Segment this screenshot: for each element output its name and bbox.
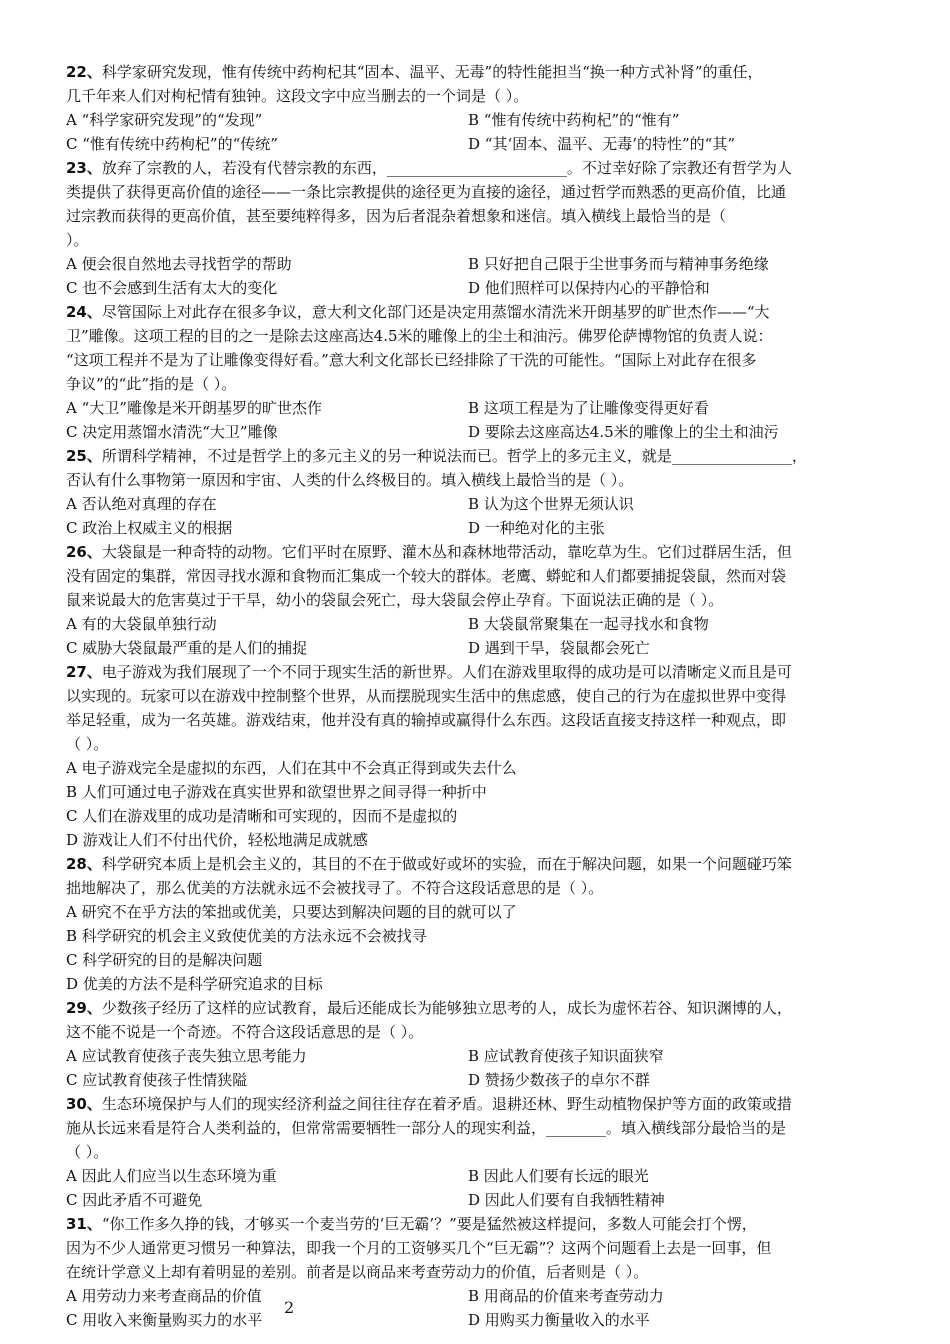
question-block xyxy=(66,660,886,852)
question-number: 22、 xyxy=(66,63,102,81)
question-text: “你工作多久挣的钱，才够买一个麦当劳的‘巨无霸’？”要是猛然被这样提问，多数人可能会打个愣， xyxy=(101,1215,757,1233)
question-text-line xyxy=(66,468,886,492)
question-text: 过宗教而获得的更高价值，甚至要纯粹得多，因为后者混杂着想象和迷信。填入横线上最恰当的是（ xyxy=(66,207,727,225)
answer-option: D 他们照样可以保持内心的平静恰和 xyxy=(468,279,710,297)
question-text-line xyxy=(66,444,886,468)
answer-option: A “大卫”雕像是米开朗基罗的旷世杰作 xyxy=(66,399,322,417)
question-number: 24、 xyxy=(66,303,102,321)
question-text: 以实现的。玩家可以在游戏中控制整个世界，从而摆脱现实生活中的焦虑感，使自己的行为在虚拟世界中变得 xyxy=(66,687,787,705)
question-text: 尽管国际上对此存在很多争议，意大利文化部门还是决定用蒸馏水清洗米开朗基罗的旷世杰作——“大 xyxy=(101,303,770,321)
answer-option: B 这项工程是为了让雕像变得更好看 xyxy=(468,399,709,417)
answer-option: D 因此人们要有自我牺牲精神 xyxy=(468,1191,665,1209)
question-block xyxy=(66,996,886,1092)
question-text-line xyxy=(66,156,886,180)
question-text-line xyxy=(66,660,886,684)
question-text: 所谓科学精神，不过是哲学上的多元主义的另一种说法而已。哲学上的多元主义，就是________________， xyxy=(101,447,807,465)
question-text: 在统计学意义上却有着明显的差别。前者是以商品来考查劳动力的价值，后者则是（ ）。 xyxy=(66,1263,649,1281)
question-text: 电子游戏为我们展现了一个不同于现实生活的新世界。人们在游戏里取得的成功是可以清晰定义而且是可 xyxy=(101,663,792,681)
answer-option: B 应试教育使孩子知识面狭窄 xyxy=(468,1047,664,1065)
question-text-line xyxy=(66,732,886,756)
question-text-line xyxy=(66,876,886,900)
question-text-line xyxy=(66,1140,886,1164)
question-text: 大袋鼠是一种奇特的动物。它们平时在原野、灌木丛和森林地带活动，靠吃草为生。它们过群居生活，但 xyxy=(101,543,792,561)
question-text-line xyxy=(66,684,886,708)
answer-option: D 赞扬少数孩子的卓尔不群 xyxy=(468,1071,650,1089)
question-block xyxy=(66,1212,886,1332)
option-list xyxy=(66,252,886,300)
option-list xyxy=(66,900,886,996)
question-block xyxy=(66,1092,886,1212)
question-text-line xyxy=(66,1116,886,1140)
question-text: 没有固定的集群，常因寻找水源和食物而汇集成一个较大的群体。老鹰、蟒蛇和人们都要捕捉袋鼠，然而对袋 xyxy=(66,567,787,585)
question-text: “这项工程并不是为了让雕像变得好看。”意大利文化部长已经排除了干洗的可能性。“国际上对此存在很多 xyxy=(66,351,757,369)
answer-option: D 一种绝对化的主张 xyxy=(468,519,605,537)
question-block xyxy=(66,60,886,156)
question-text: （ ）。 xyxy=(66,735,109,753)
answer-option: C 也不会感到生活有太大的变化 xyxy=(66,279,278,297)
question-text-line xyxy=(66,324,886,348)
answer-option: B 因此人们要有长远的眼光 xyxy=(468,1167,649,1185)
question-text: 举足轻重，成为一名英雄。游戏结束，他并没有真的输掉或赢得什么东西。这段话直接支持这样一种观点，即 xyxy=(66,711,787,729)
answer-option: B 只好把自己限于尘世事务而与精神事务绝缘 xyxy=(468,255,769,273)
answer-option: A 有的大袋鼠单独行动 xyxy=(66,615,217,633)
question-text-line xyxy=(66,60,886,84)
question-number: 30、 xyxy=(66,1095,102,1113)
question-text-line xyxy=(66,708,886,732)
option-list xyxy=(66,108,886,156)
answer-option: D 游戏让人们不付出代价，轻松地满足成就感 xyxy=(66,831,368,849)
question-text-line xyxy=(66,996,886,1020)
question-text: 否认有什么事物第一原因和宇宙、人类的什么终极目的。填入横线上最恰当的是（ ）。 xyxy=(66,471,634,489)
question-number: 25、 xyxy=(66,447,102,465)
answer-option: C 应试教育使孩子性情狭隘 xyxy=(66,1071,248,1089)
answer-option: C “惟有传统中药枸杞”的“传统” xyxy=(66,135,278,153)
question-text-line xyxy=(66,84,886,108)
question-block xyxy=(66,156,886,300)
option-list xyxy=(66,492,886,540)
question-number: 28、 xyxy=(66,855,102,873)
question-number: 27、 xyxy=(66,663,102,681)
answer-option: C 科学研究的目的是解决问题 xyxy=(66,951,263,969)
question-text: 争议”的“此”指的是（ ）。 xyxy=(66,375,237,393)
answer-option: B 人们可通过电子游戏在真实世界和欲望世界之间寻得一种折中 xyxy=(66,783,487,801)
question-text: 生态环境保护与人们的现实经济利益之间往往存在着矛盾。退耕还林、野生动植物保护等方面的政策或措 xyxy=(101,1095,792,1113)
answer-option: B 科学研究的机会主义致使优美的方法永远不会被找寻 xyxy=(66,927,427,945)
answer-option: A “科学家研究发现”的“发现” xyxy=(66,111,263,129)
answer-option: A 用劳动力来考查商品的价值 xyxy=(66,1287,262,1305)
answer-option: B 用商品的价值来考查劳动力 xyxy=(468,1287,664,1305)
answer-option: C 政治上权威主义的根据 xyxy=(66,519,233,537)
question-text: （ ）。 xyxy=(66,1143,109,1161)
question-text: 这不能不说是一个奇迹。不符合这段话意思的是（ ）。 xyxy=(66,1023,424,1041)
option-list xyxy=(66,396,886,444)
answer-option: A 研究不在乎方法的笨拙或优美，只要达到解决问题的目的就可以了 xyxy=(66,903,517,921)
answer-option: A 否认绝对真理的存在 xyxy=(66,495,217,513)
question-text: 类提供了获得更高价值的途径——一条比宗教提供的途径更为直接的途径，通过哲学而熟悉的更高价值，比通 xyxy=(66,183,787,201)
question-text-line xyxy=(66,1236,886,1260)
question-block xyxy=(66,540,886,660)
option-list xyxy=(66,1044,886,1092)
question-number: 31、 xyxy=(66,1215,102,1233)
question-text-line xyxy=(66,228,886,252)
question-text: 放弃了宗教的人，若没有代替宗教的东西，________________________。不过幸好除了宗教还有哲学为人 xyxy=(101,159,792,177)
answer-option: D “其‘固本、温平、无毒’的特性”的“其” xyxy=(468,135,736,153)
answer-option: C 用收入来衡量购买力的水平 xyxy=(66,1311,263,1329)
option-list xyxy=(66,1284,886,1332)
question-number: 23、 xyxy=(66,159,102,177)
answer-option: C 因此矛盾不可避免 xyxy=(66,1191,203,1209)
question-number: 29、 xyxy=(66,999,102,1017)
page-number: 2 xyxy=(284,1298,295,1317)
question-text: 卫”雕像。这项工程的目的之一是除去这座高达4.5米的雕像上的尘土和油污。佛罗伦萨博物馆的负责人说： xyxy=(66,327,773,345)
option-list xyxy=(66,1164,886,1212)
question-text-line xyxy=(66,588,886,612)
answer-option: C 人们在游戏里的成功是清晰和可实现的，因而不是虚拟的 xyxy=(66,807,458,825)
answer-option: C 决定用蒸馏水清洗“大卫”雕像 xyxy=(66,423,278,441)
question-text: 因为不少人通常更习惯另一种算法，即我一个月的工资够买几个“巨无霸”？这两个问题看上去是一回事，但 xyxy=(66,1239,772,1257)
question-text-line xyxy=(66,300,886,324)
answer-option: B “惟有传统中药枸杞”的“惟有” xyxy=(468,111,680,129)
answer-option: A 应试教育使孩子丧失独立思考能力 xyxy=(66,1047,307,1065)
question-text: 几千年来人们对枸杞情有独钟。这段文字中应当删去的一个词是（ ）。 xyxy=(66,87,529,105)
question-text: ）。 xyxy=(66,231,89,249)
question-text: 拙地解决了，那么优美的方法就永远不会被找寻了。不符合这段话意思的是（ ）。 xyxy=(66,879,604,897)
question-text: 少数孩子经历了这样的应试教育，最后还能成长为能够独立思考的人，成长为虚怀若谷、知识渊博的人， xyxy=(101,999,792,1017)
answer-option: D 用购买力衡量收入的水平 xyxy=(468,1311,650,1329)
answer-option: B 大袋鼠常聚集在一起寻找水和食物 xyxy=(468,615,709,633)
answer-option: A 电子游戏完全是虚拟的东西，人们在其中不会真正得到或失去什么 xyxy=(66,759,517,777)
answer-option: A 因此人们应当以生态环境为重 xyxy=(66,1167,277,1185)
question-text-line xyxy=(66,180,886,204)
answer-option: D 遇到干旱，袋鼠都会死亡 xyxy=(468,639,650,657)
option-list xyxy=(66,756,886,852)
question-text: 鼠来说最大的危害莫过于干旱，幼小的袋鼠会死亡，母大袋鼠会停止孕育。下面说法正确的是（ ）。 xyxy=(66,591,724,609)
answer-option: C 威胁大袋鼠最严重的是人们的捕捉 xyxy=(66,639,308,657)
question-text-line xyxy=(66,540,886,564)
answer-option: D 优美的方法不是科学研究追求的目标 xyxy=(66,975,323,993)
question-text-line xyxy=(66,348,886,372)
question-text-line xyxy=(66,1260,886,1284)
question-block xyxy=(66,852,886,996)
question-text-line xyxy=(66,564,886,588)
question-block xyxy=(66,300,886,444)
question-text-line xyxy=(66,204,886,228)
question-block xyxy=(66,444,886,540)
question-text-line xyxy=(66,372,886,396)
question-list xyxy=(66,60,886,1332)
question-text-line xyxy=(66,1212,886,1236)
question-text: 施从长远来看是符合人类利益的，但常常需要牺牲一部分人的现实利益，________。填入横线部分最恰当的是 xyxy=(66,1119,787,1137)
answer-option: D 要除去这座高达4.5米的雕像上的尘土和油污 xyxy=(468,423,779,441)
option-list xyxy=(66,612,886,660)
question-text-line xyxy=(66,852,886,876)
question-text: 科学家研究发现，惟有传统中药枸杞其“固本、温平、无毒”的特性能担当“换一种方式补肾”的重任， xyxy=(101,63,763,81)
question-number: 26、 xyxy=(66,543,102,561)
answer-option: B 认为这个世界无须认识 xyxy=(468,495,634,513)
answer-option: A 便会很自然地去寻找哲学的帮助 xyxy=(66,255,292,273)
question-text-line xyxy=(66,1092,886,1116)
question-text: 科学研究本质上是机会主义的，其目的不在于做或好或坏的实验，而在于解决问题，如果一个问题碰巧笨 xyxy=(101,855,792,873)
question-text-line xyxy=(66,1020,886,1044)
